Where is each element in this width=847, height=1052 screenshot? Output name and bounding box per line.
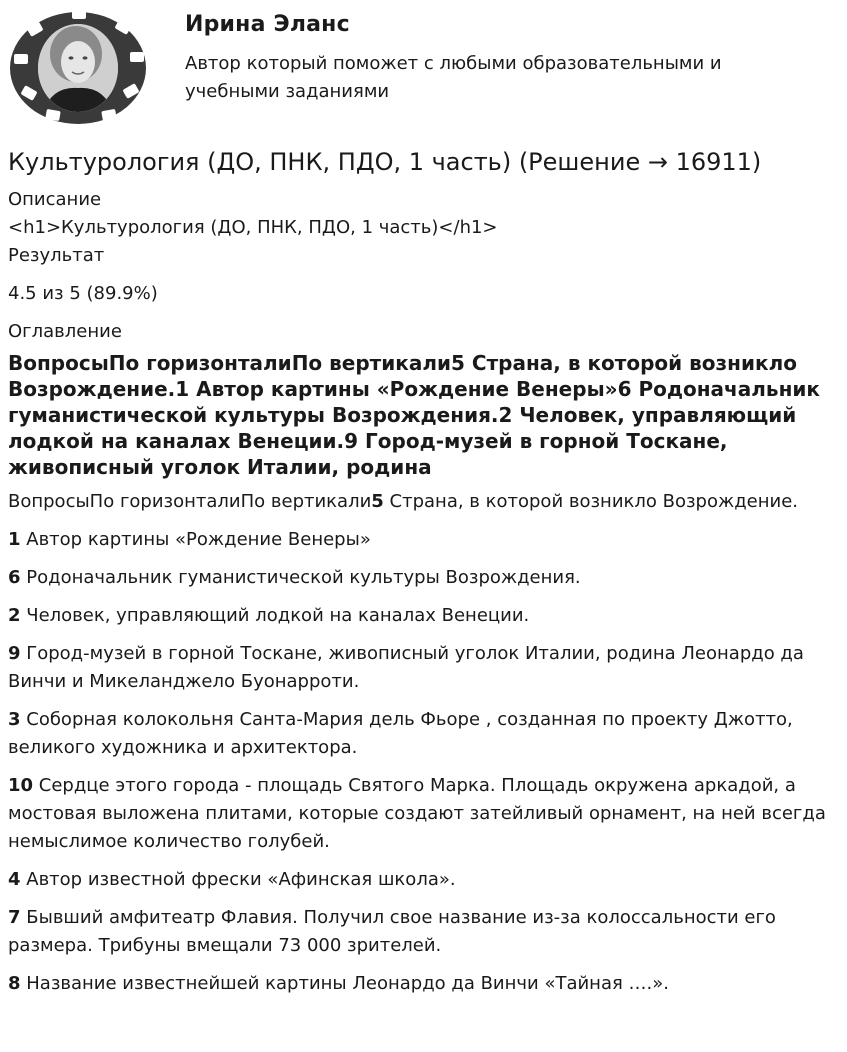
question-text: Название известнейшей картины Леонардо да Винчи «Тайная ….». <box>20 973 669 994</box>
question-number: 4 <box>8 869 21 890</box>
question-item <box>8 602 840 630</box>
question-number: 3 <box>8 709 21 730</box>
question-text: Город-музей в горной Тоскане, живописный уголок Италии, родина Леонардо да Винчи и Микеланджело Буонарроти. <box>8 643 804 692</box>
question-item <box>8 970 840 998</box>
question-item <box>8 706 840 762</box>
question-item <box>8 564 840 592</box>
description-text: <h1>Культурология (ДО, ПНК, ПДО, 1 часть)</h1> <box>8 217 498 238</box>
toc-text: ВопросыПо горизонталиПо вертикали5 Страна, в которой возникло Возрождение.1 Автор картины «Рождение Венеры»6 Родоначальник гуманистической культуры Возрождения.2 Человек, управляющий лодкой на каналах Венеции.9 Город-музей в горной Тоскане, живописный уголок Италии, родина <box>8 351 820 479</box>
description-label: Описание <box>8 189 102 210</box>
author-description: Автор который поможет с любыми образовательными и учебными заданиями <box>185 53 722 102</box>
question-number: 6 <box>8 567 21 588</box>
result-label: Результат <box>8 245 105 266</box>
question-number: 1 <box>8 529 21 550</box>
question-number: 2 <box>8 605 21 626</box>
author-avatar[interactable] <box>6 6 152 126</box>
question-number: 10 <box>8 775 34 796</box>
question-number: 9 <box>8 643 21 664</box>
question-item <box>8 526 840 554</box>
author-name[interactable]: Ирина Эланс <box>185 12 350 37</box>
question-number: 7 <box>8 907 21 928</box>
intro-paragraph <box>8 488 840 516</box>
question-text: Страна, в которой возникло Возрождение. <box>383 491 798 512</box>
question-item <box>8 866 840 894</box>
main-content <box>8 146 840 1008</box>
result-value: 4.5 из 5 (89.9%) <box>8 283 158 304</box>
question-item <box>8 772 840 856</box>
toc-label: Оглавление <box>8 321 122 342</box>
question-text: Человек, управляющий лодкой на каналах Венеции. <box>20 605 530 626</box>
author-header <box>0 0 847 130</box>
question-text: Родоначальник гуманистической культуры Возрождения. <box>20 567 581 588</box>
question-text: Автор картины «Рождение Венеры» <box>20 529 371 550</box>
question-text: Бывший амфитеатр Флавия. Получил свое название из-за колоссальности его размера. Трибуны вмещали 73 000 зрителей. <box>8 907 776 956</box>
question-item <box>8 640 840 696</box>
question-number: 5 <box>371 491 384 512</box>
question-text: Автор известной фрески «Афинская школа». <box>20 869 456 890</box>
question-item <box>8 904 840 960</box>
question-text: Соборная колокольня Санта-Мария дель Фьоре , созданная по проекту Джотто, великого художника и архитектора. <box>8 709 793 758</box>
question-number: 8 <box>8 973 21 994</box>
question-text: Сердце этого города - площадь Святого Марка. Площадь окружена аркадой, а мостовая выложена плитами, которые создают затейливый орнамент, на ней всегда немыслимое количество голубей. <box>8 775 826 852</box>
page-title: Культурология (ДО, ПНК, ПДО, 1 часть) (Решение → 16911) <box>8 148 762 176</box>
intro-prefix: ВопросыПо горизонталиПо вертикали <box>8 491 372 512</box>
film-frame-avatar-icon <box>6 6 152 126</box>
